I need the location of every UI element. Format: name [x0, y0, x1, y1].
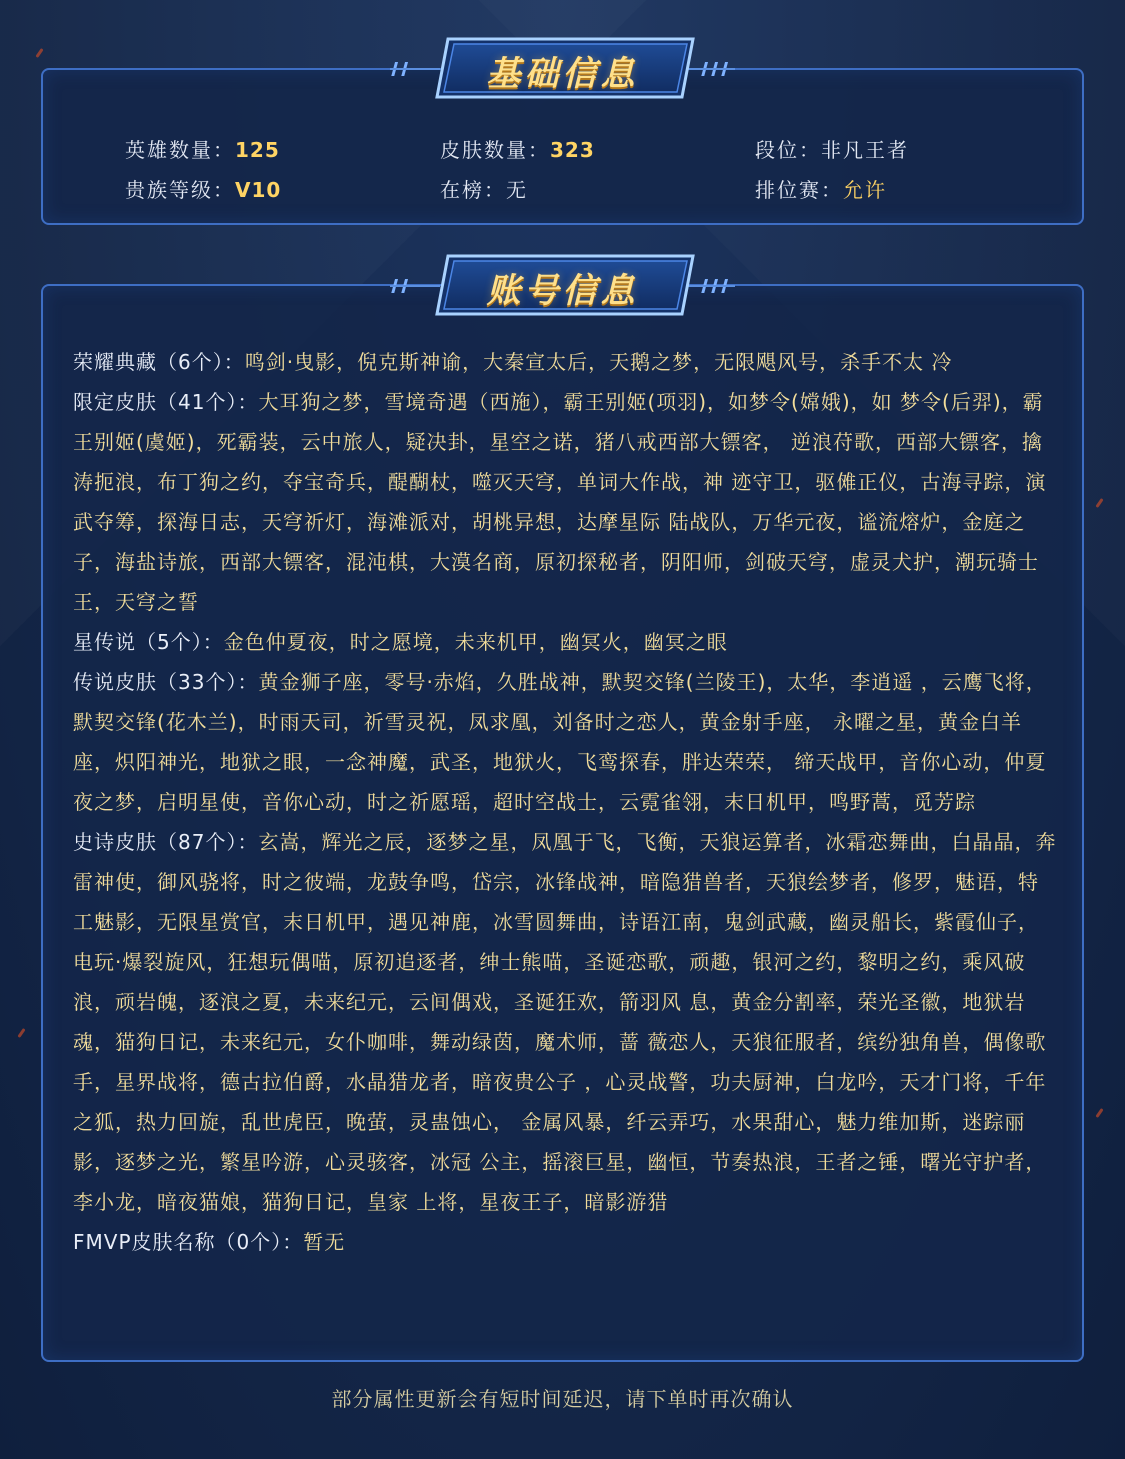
stat-rank: 段位：非凡王者: [755, 138, 909, 162]
category-label: 限定皮肤: [73, 390, 157, 414]
stat-on-list: 在榜：无: [440, 178, 528, 202]
category-label: 星传说: [73, 630, 136, 654]
category-count: （33个）: [157, 670, 238, 694]
stat-skin-count: 皮肤数量：323: [440, 138, 595, 162]
category-star-legend: [73, 622, 1057, 662]
stat-hero-count: 英雄数量：125: [125, 138, 280, 162]
category-items: 黄金狮子座，零号·赤焰，久胜战神，默契交锋(兰陵王)，太华，李逍遥 ，云鹰飞将，默契交锋(花木兰)，时雨天司，祈雪灵祝，凤求凰，刘备时之恋人，黄金射手座， 永曜之星，黄金白羊座，炽阳神光，地狱之眼，一念神魔，武圣，地狱火，飞鸾探春，胖达荣荣， 缔天战甲，音你心动，仲夏夜之梦，启明星使，音你心动，时之祈愿瑶，超时空战士，云霓雀翎，末日机甲，鸣野蒿，觅芳踪: [73, 670, 1047, 814]
section-title: 基础信息: [486, 54, 639, 94]
ember-decoration: [1095, 1108, 1103, 1118]
category-count: （0个）: [215, 1230, 283, 1254]
category-items: 金色仲夏夜，时之愿境，未来机甲，幽冥火，幽冥之眼: [223, 630, 728, 654]
category-label: 传说皮肤: [73, 670, 157, 694]
category-separator: ：: [202, 630, 224, 654]
account-skin-list: [73, 342, 1057, 1262]
basic-info-header: [390, 36, 735, 100]
category-fmvp-skins: [73, 1222, 1057, 1262]
category-separator: ：: [237, 670, 259, 694]
category-separator: ：: [223, 350, 245, 374]
stat-noble-level: 贵族等级：V10: [125, 178, 282, 202]
category-glory-collection: [73, 342, 1057, 382]
category-count: （6个）: [157, 350, 224, 374]
stat-ranked-match: 排位赛：允许: [755, 178, 887, 202]
category-items: 大耳狗之梦，雪境奇遇（西施），霸王别姬(项羽)，如梦令(嫦娥)，如 梦令(后羿)，霸王别姬(虞姬)，死霸装，云中旅人，疑决卦，星空之诺，猪八戒西部大镖客， 逆浪苻歌，西部大镖客，擒涛扼浪，布丁狗之约，夺宝奇兵，醍醐杖，噬灭天穹，单词大作战，神 迹守卫，驱傩正仪，古海寻踪，演武夺筹，探海日志，天穹祈灯，海滩派对，胡桃异想，达摩星际 陆战队，万华元夜，谧流熔炉，金庭之子，海盐诗旅，西部大镖客，混沌棋，大漠名商，原初探秘者，阴阳师，剑破天穹，虚灵犬护，潮玩骑士王，天穹之誓: [73, 390, 1047, 614]
category-items: 鸣剑·曳影，倪克斯神谕，大秦宣太后，天鹅之梦，无限飓风号，杀手不太 冷: [244, 350, 953, 374]
category-limited-skins: [73, 382, 1057, 622]
category-epic-skins: [73, 822, 1057, 1222]
category-label: FMVP皮肤名称: [73, 1230, 216, 1254]
category-items: 暂无: [303, 1230, 346, 1254]
category-separator: ：: [237, 390, 259, 414]
ember-decoration: [1095, 498, 1103, 508]
category-separator: ：: [237, 830, 259, 854]
ember-decoration: [35, 48, 43, 58]
category-count: （41个）: [157, 390, 238, 414]
category-items: 玄嵩，辉光之辰，逐梦之星，凤凰于飞，飞衡，天狼运算者，冰霜恋舞曲，白晶晶，奔雷神使，御风骁将，时之彼端，龙鼓争鸣，岱宗，冰锋战神，暗隐猎兽者，天狼绘梦者，修罗，魅语，特工魅影，无限星赏官，末日机甲，遇见神鹿，冰雪圆舞曲，诗语江南，鬼剑武藏，幽灵船长，紫霞仙子，电玩·爆裂旋风，狂想玩偶喵，原初追逐者，绅士熊喵，圣诞恋歌，顽趣，银河之约，黎明之约，乘风破浪，顽岩魄，逐浪之夏，未来纪元，云间偶戏，圣诞狂欢，箭羽风 息，黄金分割率，荣光圣徽，地狱岩魂，猫狗日记，未来纪元，女仆咖啡，舞动绿茵，魔术师，蔷 薇恋人，天狼征服者，缤纷独角兽，偶像歌手，星界战将，德古拉伯爵，水晶猎龙者，暗夜贵公子 ，心灵战警，功夫厨神，白龙吟，天才门将，千年之狐，热力回旋，乱世虎臣，晚萤，灵蛊蚀心， 金属风暴，纤云弄巧，水果甜心，魅力维加斯，迷踪丽影，逐梦之光，繁星吟游，心灵骇客，冰冠 公主，摇滚巨星，幽恒，节奏热浪，王者之锤，曙光守护者，李小龙，暗夜猫娘，猫狗日记，皇家 上将，星夜王子，暗影游猎: [73, 830, 1057, 1214]
category-separator: ：: [282, 1230, 304, 1254]
section-title: 账号信息: [486, 271, 639, 311]
category-legend-skins: [73, 662, 1057, 822]
account-info-header: [390, 253, 735, 317]
category-count: （5个）: [136, 630, 203, 654]
footer-note: 部分属性更新会有短时间延迟，请下单时再次确认: [331, 1387, 794, 1411]
category-count: （87个）: [157, 830, 238, 854]
category-label: 史诗皮肤: [73, 830, 157, 854]
ember-decoration: [17, 1028, 25, 1038]
category-label: 荣耀典藏: [73, 350, 157, 374]
